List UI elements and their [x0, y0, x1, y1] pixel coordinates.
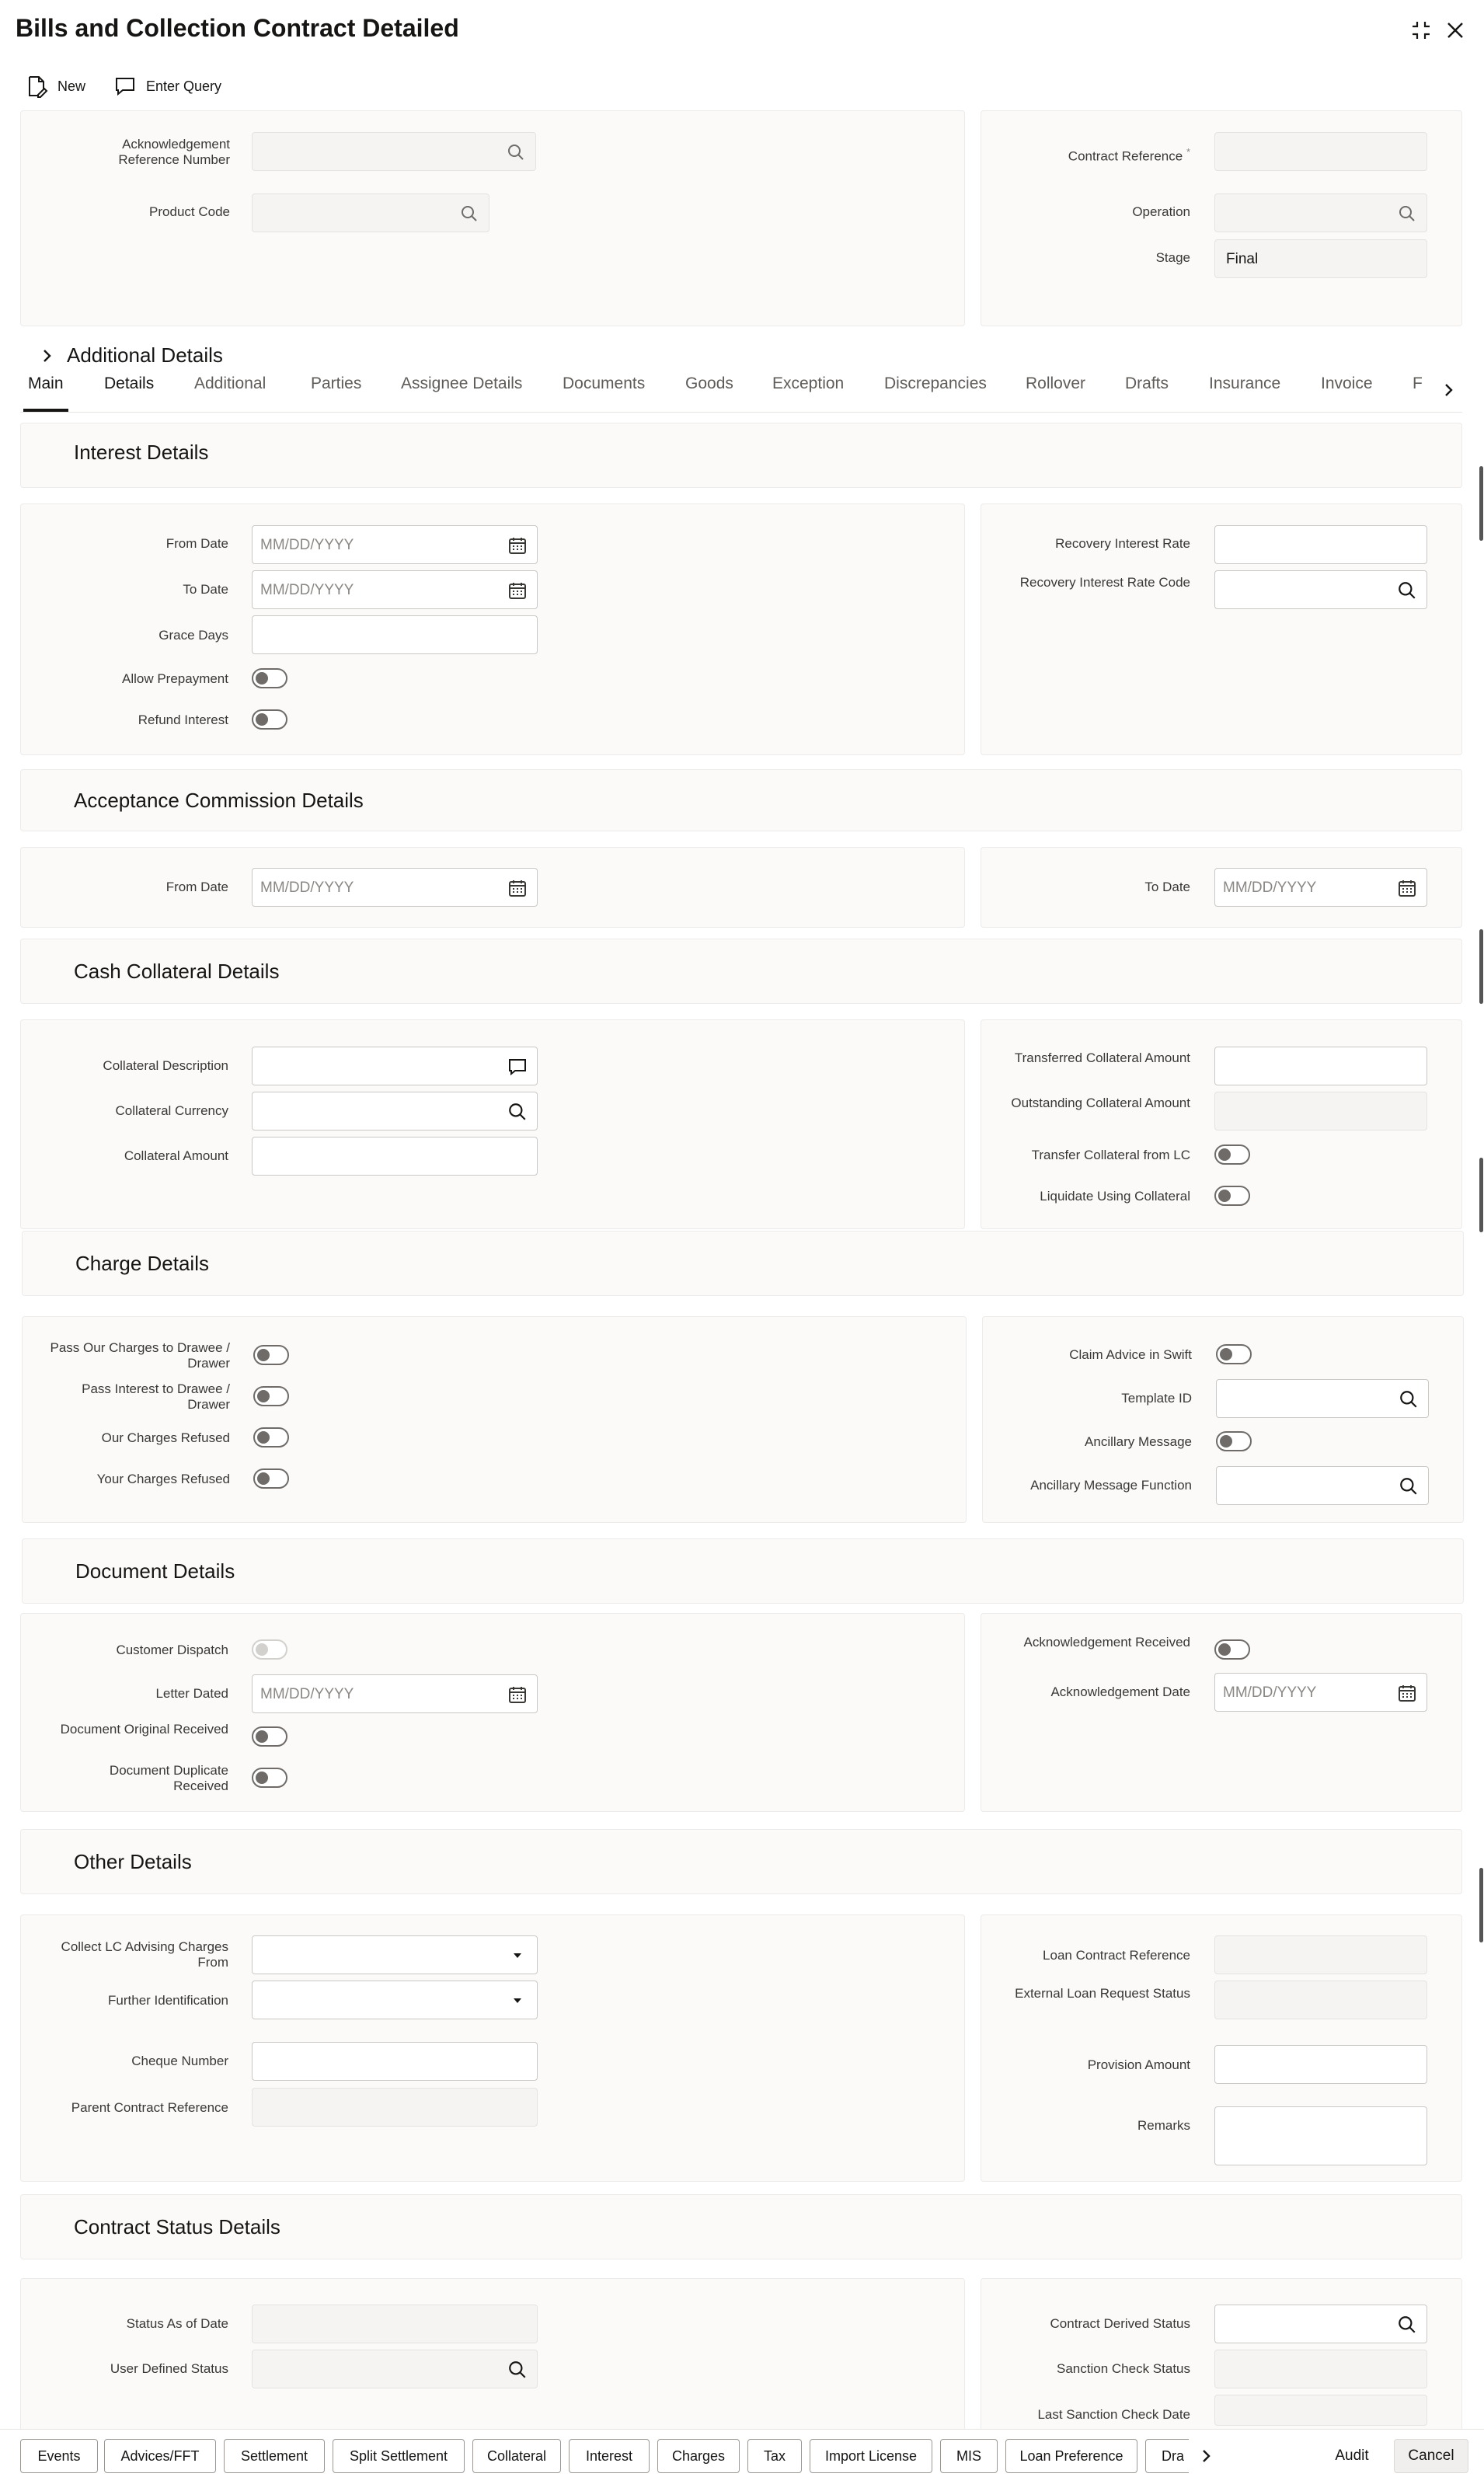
split-settlement-button[interactable]: Split Settlement: [333, 2439, 465, 2473]
date-placeholder: MM/DD/YYYY: [260, 537, 354, 553]
tab-additional[interactable]: Additional: [194, 375, 266, 392]
bottom-scroll-right-icon[interactable]: [1189, 2439, 1223, 2473]
tax-button[interactable]: Tax: [747, 2439, 802, 2473]
original-received-toggle[interactable]: [252, 1726, 287, 1747]
status-as-of-input: [252, 2305, 538, 2343]
further-identification-select[interactable]: [252, 1981, 538, 2019]
search-icon[interactable]: [1399, 1476, 1419, 1496]
search-icon[interactable]: [1397, 204, 1417, 224]
tab-assignee-details[interactable]: Assignee Details: [401, 375, 523, 392]
refund-interest-toggle[interactable]: [252, 709, 287, 730]
other-section-header: [20, 1829, 1462, 1894]
import-license-button[interactable]: Import License: [810, 2439, 932, 2473]
collect-lc-select[interactable]: [252, 1935, 538, 1974]
claim-advice-toggle[interactable]: [1216, 1344, 1252, 1364]
letter-dated-input[interactable]: [252, 1674, 538, 1713]
duplicate-received-label: Document Duplicate Received: [109, 1763, 228, 1793]
caret-down-icon: [507, 1991, 528, 2011]
sanction-status-input: [1214, 2350, 1427, 2388]
close-icon[interactable]: [1442, 17, 1468, 44]
settlement-button[interactable]: Settlement: [224, 2439, 325, 2473]
tabs-scroll-right-icon[interactable]: [1434, 375, 1462, 406]
document-section-title: Document Details: [75, 1559, 235, 1583]
tab-main[interactable]: Main: [28, 375, 64, 412]
product-code-label: Product Code: [149, 204, 230, 219]
search-icon[interactable]: [459, 204, 479, 224]
template-id-input[interactable]: [1216, 1379, 1429, 1418]
grace-days-input[interactable]: [252, 615, 538, 654]
scrollbar-thumb-tertiary[interactable]: [1479, 1158, 1483, 1232]
transferred-collateral-input[interactable]: [1214, 1047, 1427, 1085]
stage-value: Final: [1226, 251, 1259, 267]
cheque-number-label: Cheque Number: [131, 2054, 228, 2068]
tab-parties[interactable]: Parties: [311, 375, 362, 392]
collateral-currency-input[interactable]: [252, 1092, 538, 1131]
tab-rollover[interactable]: Rollover: [1026, 375, 1086, 392]
collateral-description-label: Collateral Description: [103, 1058, 228, 1073]
loan-ref-input: [1214, 1935, 1427, 1974]
ack-ref-label: Acknowledgement Reference Number: [118, 137, 230, 167]
grace-days-label: Grace Days: [159, 628, 228, 643]
document-section-header: [22, 1538, 1464, 1604]
ancillary-function-label: Ancillary Message Function: [1030, 1478, 1192, 1493]
pass-our-charges-toggle[interactable]: [253, 1345, 289, 1365]
pass-interest-toggle[interactable]: [253, 1386, 289, 1406]
search-icon[interactable]: [507, 2360, 528, 2380]
ack-ref-input[interactable]: [252, 132, 536, 171]
operation-input[interactable]: [1214, 193, 1427, 232]
calendar-icon[interactable]: [507, 535, 528, 556]
tab-goods[interactable]: Goods: [685, 375, 733, 392]
collateral-description-input[interactable]: [252, 1047, 538, 1085]
liquidate-collateral-toggle[interactable]: [1214, 1186, 1250, 1206]
ack-received-label: Acknowledgement Received: [1023, 1635, 1190, 1650]
your-charges-refused-toggle[interactable]: [253, 1468, 289, 1489]
operation-label: Operation: [1132, 204, 1190, 219]
status-section-header: [20, 2194, 1462, 2259]
advices-fft-button[interactable]: Advices/FFT: [104, 2439, 216, 2473]
provision-amount-label: Provision Amount: [1087, 2057, 1190, 2072]
query-icon: [113, 75, 137, 98]
last-sanction-date-label: Last Sanction Check Date: [1037, 2407, 1190, 2422]
additional-details-label: Additional Details: [67, 343, 223, 367]
ack-date-label: Acknowledgement Date: [1050, 1684, 1190, 1699]
interest-section-header: [20, 423, 1462, 488]
acceptance-section-title: Acceptance Commission Details: [74, 789, 364, 812]
interest-from-date-input[interactable]: [252, 525, 538, 564]
ext-loan-status-input: [1214, 1981, 1427, 2019]
interest-from-date-label: From Date: [165, 536, 228, 551]
allow-prepayment-toggle[interactable]: [252, 668, 287, 688]
interest-to-date-input[interactable]: [252, 570, 538, 609]
scrollbar-thumb-secondary[interactable]: [1479, 929, 1483, 1004]
pass-interest-label: Pass Interest to Drawee / Drawer: [82, 1381, 230, 1412]
transfer-from-lc-label: Transfer Collateral from LC: [1031, 1148, 1190, 1162]
parent-ref-input: [252, 2088, 538, 2127]
parent-ref-label: Parent Contract Reference: [71, 2100, 228, 2115]
transferred-collateral-label: Transferred Collateral Amount: [1014, 1050, 1190, 1065]
ack-received-toggle[interactable]: [1214, 1639, 1250, 1660]
tab-invoice[interactable]: Invoice: [1321, 375, 1373, 392]
our-charges-refused-toggle[interactable]: [253, 1427, 289, 1448]
audit-button[interactable]: Audit: [1335, 2447, 1369, 2464]
cash-collateral-section-title: Cash Collateral Details: [74, 960, 280, 983]
liquidate-collateral-label: Liquidate Using Collateral: [1040, 1189, 1190, 1204]
acceptance-to-date-label: To Date: [1144, 880, 1190, 894]
pass-our-charges-label: Pass Our Charges to Drawee / Drawer: [50, 1340, 230, 1371]
acceptance-section-header: [20, 769, 1462, 831]
collect-lc-label: Collect LC Advising Charges From: [61, 1939, 228, 1970]
sanction-status-label: Sanction Check Status: [1057, 2361, 1190, 2376]
outstanding-collateral-label: Outstanding Collateral Amount: [1011, 1096, 1190, 1110]
events-button[interactable]: Events: [20, 2439, 98, 2473]
calendar-icon[interactable]: [507, 580, 528, 601]
interest-to-date-label: To Date: [183, 582, 228, 597]
interest-button[interactable]: Interest: [569, 2439, 650, 2473]
cancel-button[interactable]: Cancel: [1394, 2439, 1468, 2473]
window-title: Bills and Collection Contract Detailed: [16, 14, 459, 42]
your-charges-refused-label: Your Charges Refused: [96, 1472, 230, 1486]
charges-button[interactable]: Charges: [657, 2439, 740, 2473]
toolbar: [0, 67, 221, 106]
calendar-icon[interactable]: [1397, 1683, 1417, 1703]
search-icon[interactable]: [1399, 1389, 1419, 1409]
refund-interest-label: Refund Interest: [138, 712, 228, 727]
remarks-label: Remarks: [1137, 2118, 1190, 2133]
template-id-label: Template ID: [1121, 1391, 1192, 1406]
derived-status-input[interactable]: [1214, 2305, 1427, 2343]
our-charges-refused-label: Our Charges Refused: [101, 1430, 230, 1445]
derived-status-label: Contract Derived Status: [1050, 2316, 1190, 2331]
calendar-icon[interactable]: [507, 1684, 528, 1705]
recovery-rate-label: Recovery Interest Rate: [1055, 536, 1190, 551]
tab-exception[interactable]: Exception: [772, 375, 845, 392]
new-button-label: New: [57, 78, 86, 94]
enter-query-label: Enter Query: [146, 78, 222, 94]
date-placeholder: MM/DD/YYYY: [1223, 1684, 1317, 1701]
search-icon[interactable]: [507, 1102, 528, 1122]
calendar-icon[interactable]: [1397, 878, 1417, 898]
search-icon[interactable]: [1397, 580, 1417, 601]
comment-icon[interactable]: [507, 1057, 528, 1077]
letter-dated-label: Letter Dated: [155, 1686, 228, 1701]
transfer-from-lc-toggle[interactable]: [1214, 1144, 1250, 1165]
recovery-rate-input[interactable]: [1214, 525, 1427, 564]
cash-collateral-section-header: [20, 939, 1462, 1004]
new-button[interactable]: [25, 75, 85, 98]
charge-section-header: [22, 1231, 1464, 1296]
customer-dispatch-toggle: [252, 1639, 287, 1660]
loan-ref-label: Loan Contract Reference: [1043, 1948, 1190, 1963]
acceptance-from-date-label: From Date: [165, 880, 228, 894]
stage-field: [1214, 239, 1427, 278]
claim-advice-label: Claim Advice in Swift: [1069, 1347, 1192, 1362]
ancillary-message-toggle[interactable]: [1216, 1431, 1252, 1451]
original-received-label: Document Original Received: [60, 1722, 228, 1737]
scrollbar-track[interactable]: [1478, 412, 1484, 2416]
collateral-amount-input[interactable]: [252, 1137, 538, 1176]
customer-dispatch-label: Customer Dispatch: [116, 1643, 228, 1657]
collateral-amount-label: Collateral Amount: [124, 1148, 228, 1163]
contract-ref-input[interactable]: [1214, 132, 1427, 171]
status-section-title: Contract Status Details: [74, 2215, 280, 2238]
interest-section-title: Interest Details: [74, 441, 209, 464]
calendar-icon[interactable]: [507, 878, 528, 898]
last-sanction-date-input: [1214, 2395, 1427, 2426]
allow-prepayment-label: Allow Prepayment: [121, 671, 228, 686]
enter-query-button[interactable]: [113, 75, 221, 98]
tab-drafts[interactable]: Drafts: [1125, 375, 1169, 392]
tab-insurance[interactable]: Insurance: [1209, 375, 1281, 392]
date-placeholder: MM/DD/YYYY: [260, 880, 354, 896]
search-icon[interactable]: [506, 142, 526, 162]
date-placeholder: MM/DD/YYYY: [260, 582, 354, 598]
recovery-rate-code-input[interactable]: [1214, 570, 1427, 609]
chevron-right-icon: [39, 348, 54, 364]
collateral-button[interactable]: Collateral: [472, 2439, 561, 2473]
provision-amount-input[interactable]: [1214, 2045, 1427, 2084]
status-as-of-label: Status As of Date: [126, 2316, 228, 2331]
tab-more[interactable]: F: [1413, 375, 1423, 392]
other-section-title: Other Details: [74, 1850, 192, 1873]
additional-details-toggle[interactable]: [39, 343, 223, 368]
user-defined-status-input[interactable]: [252, 2350, 538, 2388]
tabs-divider: [20, 412, 1462, 413]
date-placeholder: MM/DD/YYYY: [260, 1686, 354, 1702]
cheque-number-input[interactable]: [252, 2042, 538, 2081]
ack-date-input[interactable]: [1214, 1673, 1427, 1712]
ext-loan-status-label: External Loan Request Status: [1015, 1986, 1190, 2001]
remarks-textarea[interactable]: [1214, 2106, 1427, 2165]
acceptance-to-date-input[interactable]: [1214, 868, 1427, 907]
user-defined-status-label: User Defined Status: [110, 2361, 228, 2376]
caret-down-icon: [507, 1946, 528, 1966]
new-document-icon: [25, 75, 48, 98]
search-icon[interactable]: [1397, 2315, 1417, 2335]
title-bar: [0, 0, 1484, 62]
charge-section-title: Charge Details: [75, 1252, 209, 1275]
tab-details[interactable]: Details: [104, 375, 155, 392]
ancillary-function-input[interactable]: [1216, 1466, 1429, 1505]
duplicate-received-toggle[interactable]: [252, 1768, 287, 1788]
tab-documents[interactable]: Documents: [563, 375, 646, 392]
acceptance-from-date-input[interactable]: [252, 868, 538, 907]
minimize-icon[interactable]: [1408, 17, 1434, 44]
collateral-currency-label: Collateral Currency: [115, 1103, 228, 1118]
date-placeholder: MM/DD/YYYY: [1223, 880, 1317, 896]
tab-discrepancies[interactable]: Discrepancies: [884, 375, 987, 392]
product-code-input[interactable]: [252, 193, 489, 232]
recovery-rate-code-label: Recovery Interest Rate Code: [1019, 575, 1190, 590]
outstanding-collateral-input: [1214, 1092, 1427, 1131]
bottom-action-bar: [0, 2429, 1484, 2484]
scrollbar-thumb-quaternary[interactable]: [1479, 1868, 1483, 1942]
mis-button[interactable]: MIS: [940, 2439, 998, 2473]
loan-preference-button[interactable]: Loan Preference: [1005, 2439, 1137, 2473]
ancillary-message-label: Ancillary Message: [1085, 1434, 1192, 1449]
contract-ref-label: Contract Reference *: [1068, 146, 1190, 164]
stage-label: Stage: [1155, 250, 1190, 265]
scrollbar-thumb[interactable]: [1479, 466, 1483, 541]
drafts-button[interactable]: Dra: [1145, 2439, 1200, 2473]
further-identification-label: Further Identification: [108, 1993, 228, 2008]
